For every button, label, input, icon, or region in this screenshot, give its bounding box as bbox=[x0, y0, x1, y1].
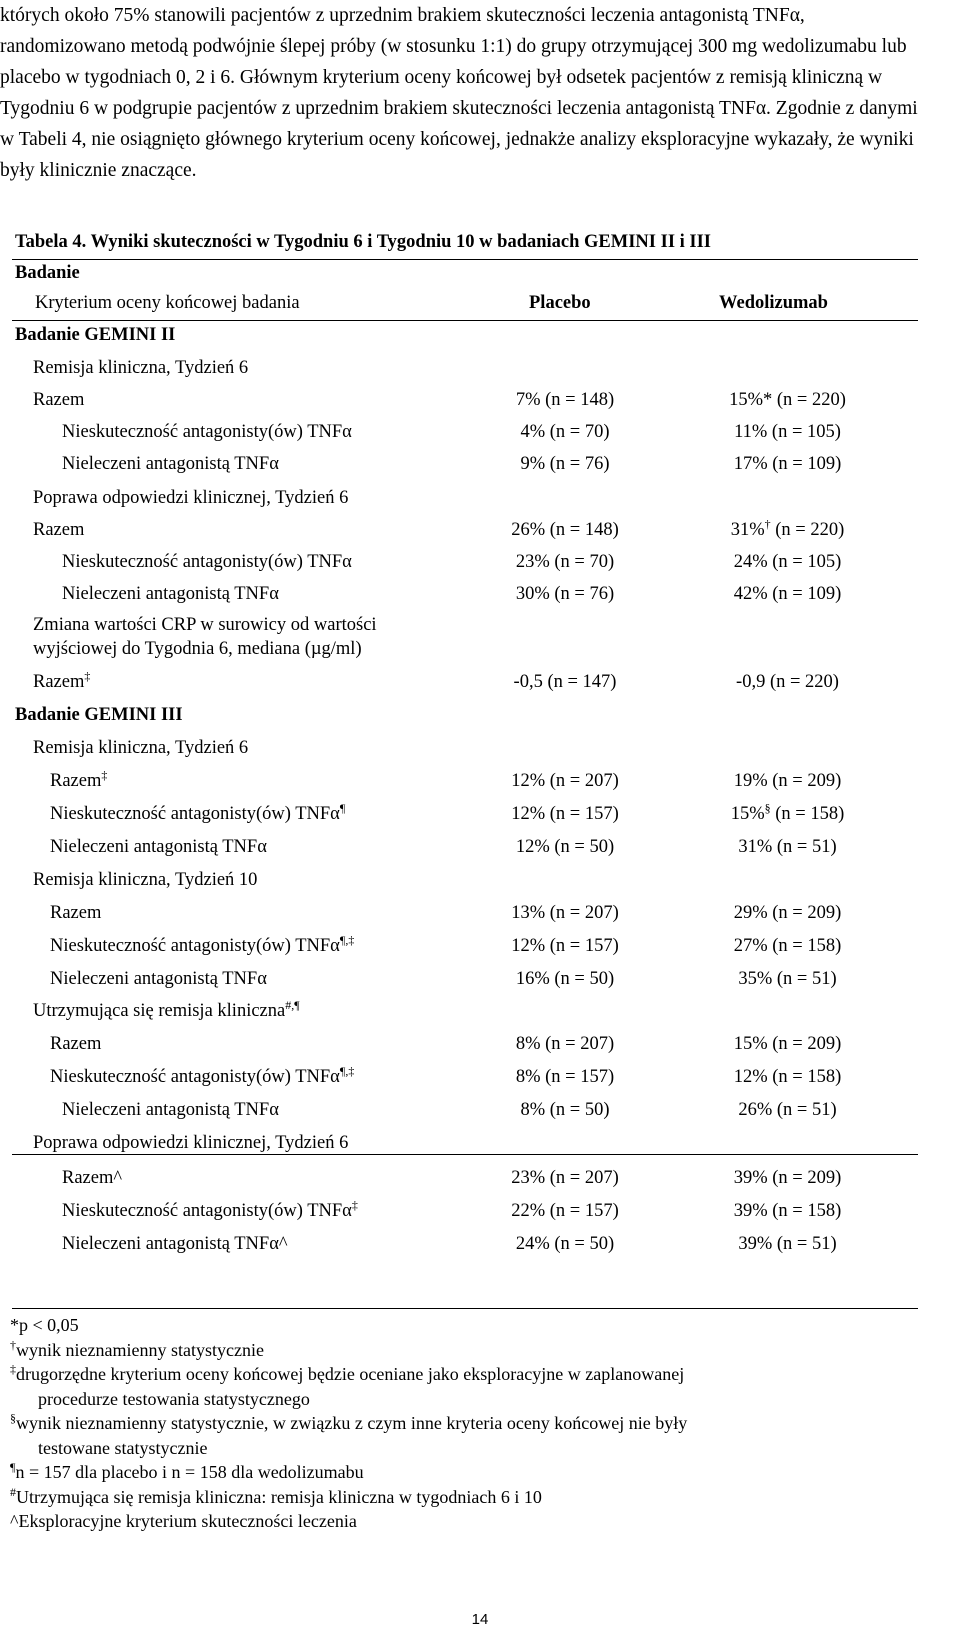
table-row bbox=[0, 969, 960, 999]
row-label-text: Razem bbox=[33, 390, 85, 410]
table-row bbox=[0, 613, 960, 659]
wedolizumab-value-text: 19% (n = 209) bbox=[733, 771, 842, 791]
placebo-value: 24% (n = 50) bbox=[515, 1234, 615, 1254]
row-label bbox=[62, 552, 352, 573]
wedolizumab-value-text: 26% (n = 51) bbox=[738, 1100, 837, 1120]
wedolizumab-value bbox=[700, 1100, 875, 1121]
footnote-ddagger-text: drugorzędne kryterium oceny końcowej będzie oceniane jako eksploracyjne w zaplanowanej bbox=[16, 1364, 685, 1384]
wedolizumab-value-text: 31% (n = 51) bbox=[738, 837, 837, 857]
row-label-text: Utrzymująca się remisja kliniczna bbox=[33, 1001, 286, 1021]
placebo-value: 8% (n = 50) bbox=[520, 1100, 610, 1120]
row-label bbox=[33, 613, 377, 661]
table-row bbox=[0, 517, 960, 550]
table-row bbox=[0, 837, 960, 867]
table-row bbox=[0, 903, 960, 933]
wedolizumab-value bbox=[700, 1034, 875, 1055]
footnote-mark: ‡ bbox=[84, 669, 91, 683]
row-label-text: Nieleczeni antagonistą TNFα bbox=[62, 1100, 279, 1120]
wedolizumab-value bbox=[700, 771, 875, 792]
row-label bbox=[50, 1064, 355, 1088]
table-row bbox=[0, 768, 960, 801]
row-label-text: Razem bbox=[50, 771, 102, 791]
table-row bbox=[0, 552, 960, 582]
study-heading bbox=[15, 705, 183, 726]
table-row bbox=[0, 705, 960, 735]
wedolizumab-value bbox=[700, 1234, 875, 1255]
table-row bbox=[0, 584, 960, 614]
row-label bbox=[50, 1034, 101, 1055]
row-label-text: Razem bbox=[50, 903, 102, 923]
placebo-value: 30% (n = 76) bbox=[515, 584, 615, 604]
pilcrow-mark: ¶ bbox=[10, 1460, 16, 1474]
table-rule-header bbox=[12, 320, 918, 321]
wedolizumab-value-text: 11% (n = 105) bbox=[734, 422, 841, 442]
row-label-text: Razem bbox=[33, 520, 85, 540]
row-label bbox=[50, 969, 267, 990]
footnote-dagger bbox=[10, 1338, 687, 1363]
row-label-text: Nieskuteczność antagonisty(ów) TNFα bbox=[62, 422, 352, 442]
placebo-value: 4% (n = 70) bbox=[520, 422, 610, 442]
placebo-value: 9% (n = 76) bbox=[520, 454, 610, 474]
row-label bbox=[33, 488, 348, 509]
wedolizumab-value-text: 35% (n = 51) bbox=[738, 969, 837, 989]
row-label bbox=[33, 390, 84, 411]
placebo-value: 8% (n = 207) bbox=[515, 1034, 615, 1054]
row-label bbox=[50, 933, 355, 957]
placebo-value: 8% (n = 157) bbox=[515, 1067, 615, 1087]
wedolizumab-value bbox=[700, 837, 875, 858]
footnote-ddagger-cont: procedurze testowania statystycznego bbox=[38, 1388, 310, 1409]
row-label bbox=[33, 520, 84, 541]
table-row bbox=[0, 1234, 960, 1264]
wedolizumab-value-text: 24% (n = 105) bbox=[733, 552, 842, 572]
wedolizumab-value bbox=[700, 969, 875, 990]
wedolizumab-value-text: 15% bbox=[730, 804, 765, 824]
wedolizumab-value bbox=[700, 903, 875, 924]
row-label bbox=[50, 768, 108, 792]
row-label-text: Remisja kliniczna, Tydzień 6 bbox=[33, 738, 249, 758]
row-label-text: Remisja kliniczna, Tydzień 10 bbox=[33, 870, 258, 890]
row-label bbox=[33, 870, 257, 891]
footnotes bbox=[10, 1313, 687, 1534]
wedolizumab-value-text: 15% (n = 209) bbox=[733, 1034, 842, 1054]
wedolizumab-value-text: 17% (n = 109) bbox=[733, 454, 842, 474]
placebo-value: 12% (n = 207) bbox=[511, 771, 619, 791]
study-heading bbox=[15, 325, 175, 346]
wedolizumab-value bbox=[700, 454, 875, 475]
row-label bbox=[33, 358, 248, 379]
table-row bbox=[0, 390, 960, 420]
footnote-hash bbox=[10, 1485, 687, 1510]
row-label-text: Remisja kliniczna, Tydzień 6 bbox=[33, 358, 249, 378]
table-row bbox=[0, 738, 960, 768]
placebo-value: 13% (n = 207) bbox=[511, 903, 619, 923]
hash-mark: # bbox=[10, 1484, 16, 1499]
footnote-dagger-text: wynik nieznamienny statystycznie bbox=[16, 1339, 264, 1360]
table-row bbox=[0, 454, 960, 484]
row-label bbox=[62, 1198, 358, 1222]
footnote-mark: ‡ bbox=[101, 768, 108, 782]
row-label bbox=[62, 1234, 288, 1255]
wedolizumab-value bbox=[700, 936, 875, 957]
footnote-mark: § bbox=[764, 801, 771, 815]
row-label bbox=[33, 738, 248, 759]
footnote-caret: ^Eksploracyjne kryterium skuteczności leczenia bbox=[10, 1511, 357, 1531]
wedolizumab-value bbox=[700, 422, 875, 443]
wedolizumab-value-text: 15%* (n = 220) bbox=[729, 390, 846, 410]
table-row bbox=[0, 1198, 960, 1231]
row-label-text: Zmiana wartości CRP w surowicy od wartości bbox=[33, 615, 377, 635]
placebo-value: 7% (n = 148) bbox=[515, 390, 615, 410]
table-rule-bottom bbox=[12, 1308, 918, 1309]
row-label-text: Nieskuteczność antagonisty(ów) TNFα bbox=[50, 804, 340, 824]
table-row bbox=[0, 801, 960, 834]
footnote-mark: ‡ bbox=[351, 1198, 358, 1212]
header-placebo: Placebo bbox=[529, 293, 591, 313]
table-row bbox=[0, 870, 960, 900]
row-label bbox=[62, 1168, 122, 1189]
row-label bbox=[33, 998, 300, 1022]
wedolizumab-value bbox=[700, 1067, 875, 1088]
row-label-text: Nieleczeni antagonistą TNFα bbox=[62, 454, 279, 474]
wedolizumab-value-text: 27% (n = 158) bbox=[733, 936, 842, 956]
footnote-section-text: wynik nieznamienny statystycznie, w związku z czym inne kryteria oceny końcowej nie były bbox=[16, 1413, 688, 1433]
wedolizumab-value bbox=[700, 672, 875, 693]
header-wedolizumab: Wedolizumab bbox=[719, 293, 828, 313]
table-row bbox=[0, 933, 960, 966]
placebo-value: -0,5 (n = 147) bbox=[513, 672, 617, 692]
row-label-text: Nieskuteczność antagonisty(ów) TNFα bbox=[62, 552, 352, 572]
intro-paragraph: których około 75% stanowili pacjentów z uprzednim brakiem skuteczności leczenia antagonistą TNFα, randomizowano metodą podwójnie ślepej próby (w stosunku 1:1) do grupy otrzymującej 300 mg wedolizumabu lub placebo w tygodniach 0, 2 i 6. Głównym kryterium oceny końcowej był odsetek pacjentów z remisją kliniczną w Tygodniu 6 w podgrupie pacjentów z uprzednim brakiem skuteczności leczenia antagonistą TNFα. Zgodnie z danymi w Tabeli 4, nie osiągnięto głównego kryterium oceny końcowej, jednakże analizy eksploracyjne wykazały, że wyniki były klinicznie znaczące. bbox=[0, 5, 918, 181]
table-row bbox=[0, 358, 960, 388]
wedolizumab-value-text: 31% bbox=[730, 520, 765, 540]
table-rule-mid bbox=[12, 1154, 918, 1155]
wedolizumab-value-n: (n = 220) bbox=[770, 520, 845, 540]
row-label bbox=[62, 422, 352, 443]
placebo-value: 12% (n = 50) bbox=[515, 837, 615, 857]
footnote-p: *p < 0,05 bbox=[10, 1315, 79, 1335]
wedolizumab-value-n: (n = 158) bbox=[770, 804, 845, 824]
row-label bbox=[33, 669, 91, 693]
table-row bbox=[0, 1133, 960, 1163]
placebo-value: 26% (n = 148) bbox=[511, 520, 619, 540]
row-label bbox=[62, 584, 279, 605]
wedolizumab-value bbox=[700, 1168, 875, 1189]
placebo-value: 23% (n = 70) bbox=[515, 552, 615, 572]
wedolizumab-value-text: 42% (n = 109) bbox=[733, 584, 842, 604]
row-label-text: Razem bbox=[33, 672, 85, 692]
wedolizumab-value bbox=[700, 390, 875, 411]
section-mark: § bbox=[10, 1411, 16, 1425]
table-row bbox=[0, 422, 960, 452]
placebo-value: 12% (n = 157) bbox=[511, 804, 619, 824]
row-label bbox=[50, 801, 346, 825]
footnote-ddagger bbox=[10, 1362, 687, 1387]
wedolizumab-value bbox=[700, 517, 875, 541]
row-label-text: Razem bbox=[50, 1034, 102, 1054]
wedolizumab-value bbox=[700, 1201, 875, 1222]
placebo-value: 16% (n = 50) bbox=[515, 969, 615, 989]
row-label bbox=[50, 837, 267, 858]
row-label-text: Badanie GEMINI III bbox=[15, 705, 183, 725]
header-badanie: Badanie bbox=[15, 263, 80, 283]
row-label-text: Nieleczeni antagonistą TNFα bbox=[50, 837, 267, 857]
row-label-text: Poprawa odpowiedzi klinicznej, Tydzień 6 bbox=[33, 488, 349, 508]
table-row bbox=[0, 488, 960, 518]
row-label-text: Poprawa odpowiedzi klinicznej, Tydzień 6 bbox=[33, 1133, 349, 1153]
row-label-text: Razem^ bbox=[62, 1168, 123, 1188]
footnote-hash-text: Utrzymująca się remisja kliniczna: remisja kliniczna w tygodniach 6 i 10 bbox=[16, 1486, 542, 1507]
wedolizumab-value-text: 39% (n = 209) bbox=[733, 1168, 842, 1188]
dagger-mark: † bbox=[10, 1337, 16, 1352]
wedolizumab-value bbox=[700, 552, 875, 573]
row-label-text: Nieleczeni antagonistą TNFα bbox=[50, 969, 267, 989]
placebo-value: 22% (n = 157) bbox=[511, 1201, 619, 1221]
footnote-pilcrow-text: n = 157 dla placebo i n = 158 dla wedolizumabu bbox=[15, 1462, 364, 1482]
table-row bbox=[0, 669, 960, 702]
table-row bbox=[0, 325, 960, 355]
table-title: Tabela 4. Wyniki skuteczności w Tygodniu 6 i Tygodniu 10 w badaniach GEMINI II i III bbox=[15, 232, 712, 252]
wedolizumab-value-text: 29% (n = 209) bbox=[733, 903, 842, 923]
wedolizumab-value-text: -0,9 (n = 220) bbox=[736, 672, 839, 692]
table-rule-top bbox=[12, 259, 918, 260]
row-label-text-2: wyjściowej do Tygodnia 6, mediana (µg/ml) bbox=[33, 639, 362, 659]
table-row bbox=[0, 1168, 960, 1198]
footnote-mark: † bbox=[764, 517, 771, 531]
row-label-text: Nieskuteczność antagonisty(ów) TNFα bbox=[50, 936, 340, 956]
placebo-value: 12% (n = 157) bbox=[511, 936, 619, 956]
footnote-mark: #,¶ bbox=[285, 998, 300, 1012]
table-row bbox=[0, 1034, 960, 1064]
footnote-pilcrow bbox=[10, 1460, 687, 1485]
row-label bbox=[62, 454, 279, 475]
wedolizumab-value-text: 12% (n = 158) bbox=[733, 1067, 842, 1087]
wedolizumab-value bbox=[700, 584, 875, 605]
footnote-mark: ¶,‡ bbox=[339, 1064, 355, 1078]
footnote-mark: ¶,‡ bbox=[339, 933, 355, 947]
wedolizumab-value bbox=[700, 801, 875, 825]
placebo-value: 23% (n = 207) bbox=[511, 1168, 619, 1188]
table-row bbox=[0, 1100, 960, 1130]
row-label bbox=[33, 1133, 348, 1154]
row-label-text: Nieskuteczność antagonisty(ów) TNFα bbox=[50, 1067, 340, 1087]
table-row bbox=[0, 998, 960, 1031]
row-label-text: Badanie GEMINI II bbox=[15, 325, 176, 345]
footnote-section-cont: testowane statystycznie bbox=[38, 1437, 208, 1458]
table-row bbox=[0, 1064, 960, 1097]
row-label-text: Nieskuteczność antagonisty(ów) TNFα bbox=[62, 1201, 352, 1221]
header-kryterium: Kryterium oceny końcowej badania bbox=[35, 293, 300, 313]
wedolizumab-value-text: 39% (n = 51) bbox=[738, 1234, 837, 1254]
page-number: 14 bbox=[471, 1611, 489, 1628]
row-label bbox=[62, 1100, 279, 1121]
footnote-mark: ¶ bbox=[339, 801, 346, 815]
row-label-text: Nieleczeni antagonistą TNFα bbox=[62, 584, 279, 604]
ddagger-mark: ‡ bbox=[10, 1362, 16, 1376]
row-label bbox=[50, 903, 101, 924]
row-label-text: Nieleczeni antagonistą TNFα^ bbox=[62, 1234, 288, 1254]
wedolizumab-value-text: 39% (n = 158) bbox=[733, 1201, 842, 1221]
footnote-section bbox=[10, 1411, 687, 1436]
